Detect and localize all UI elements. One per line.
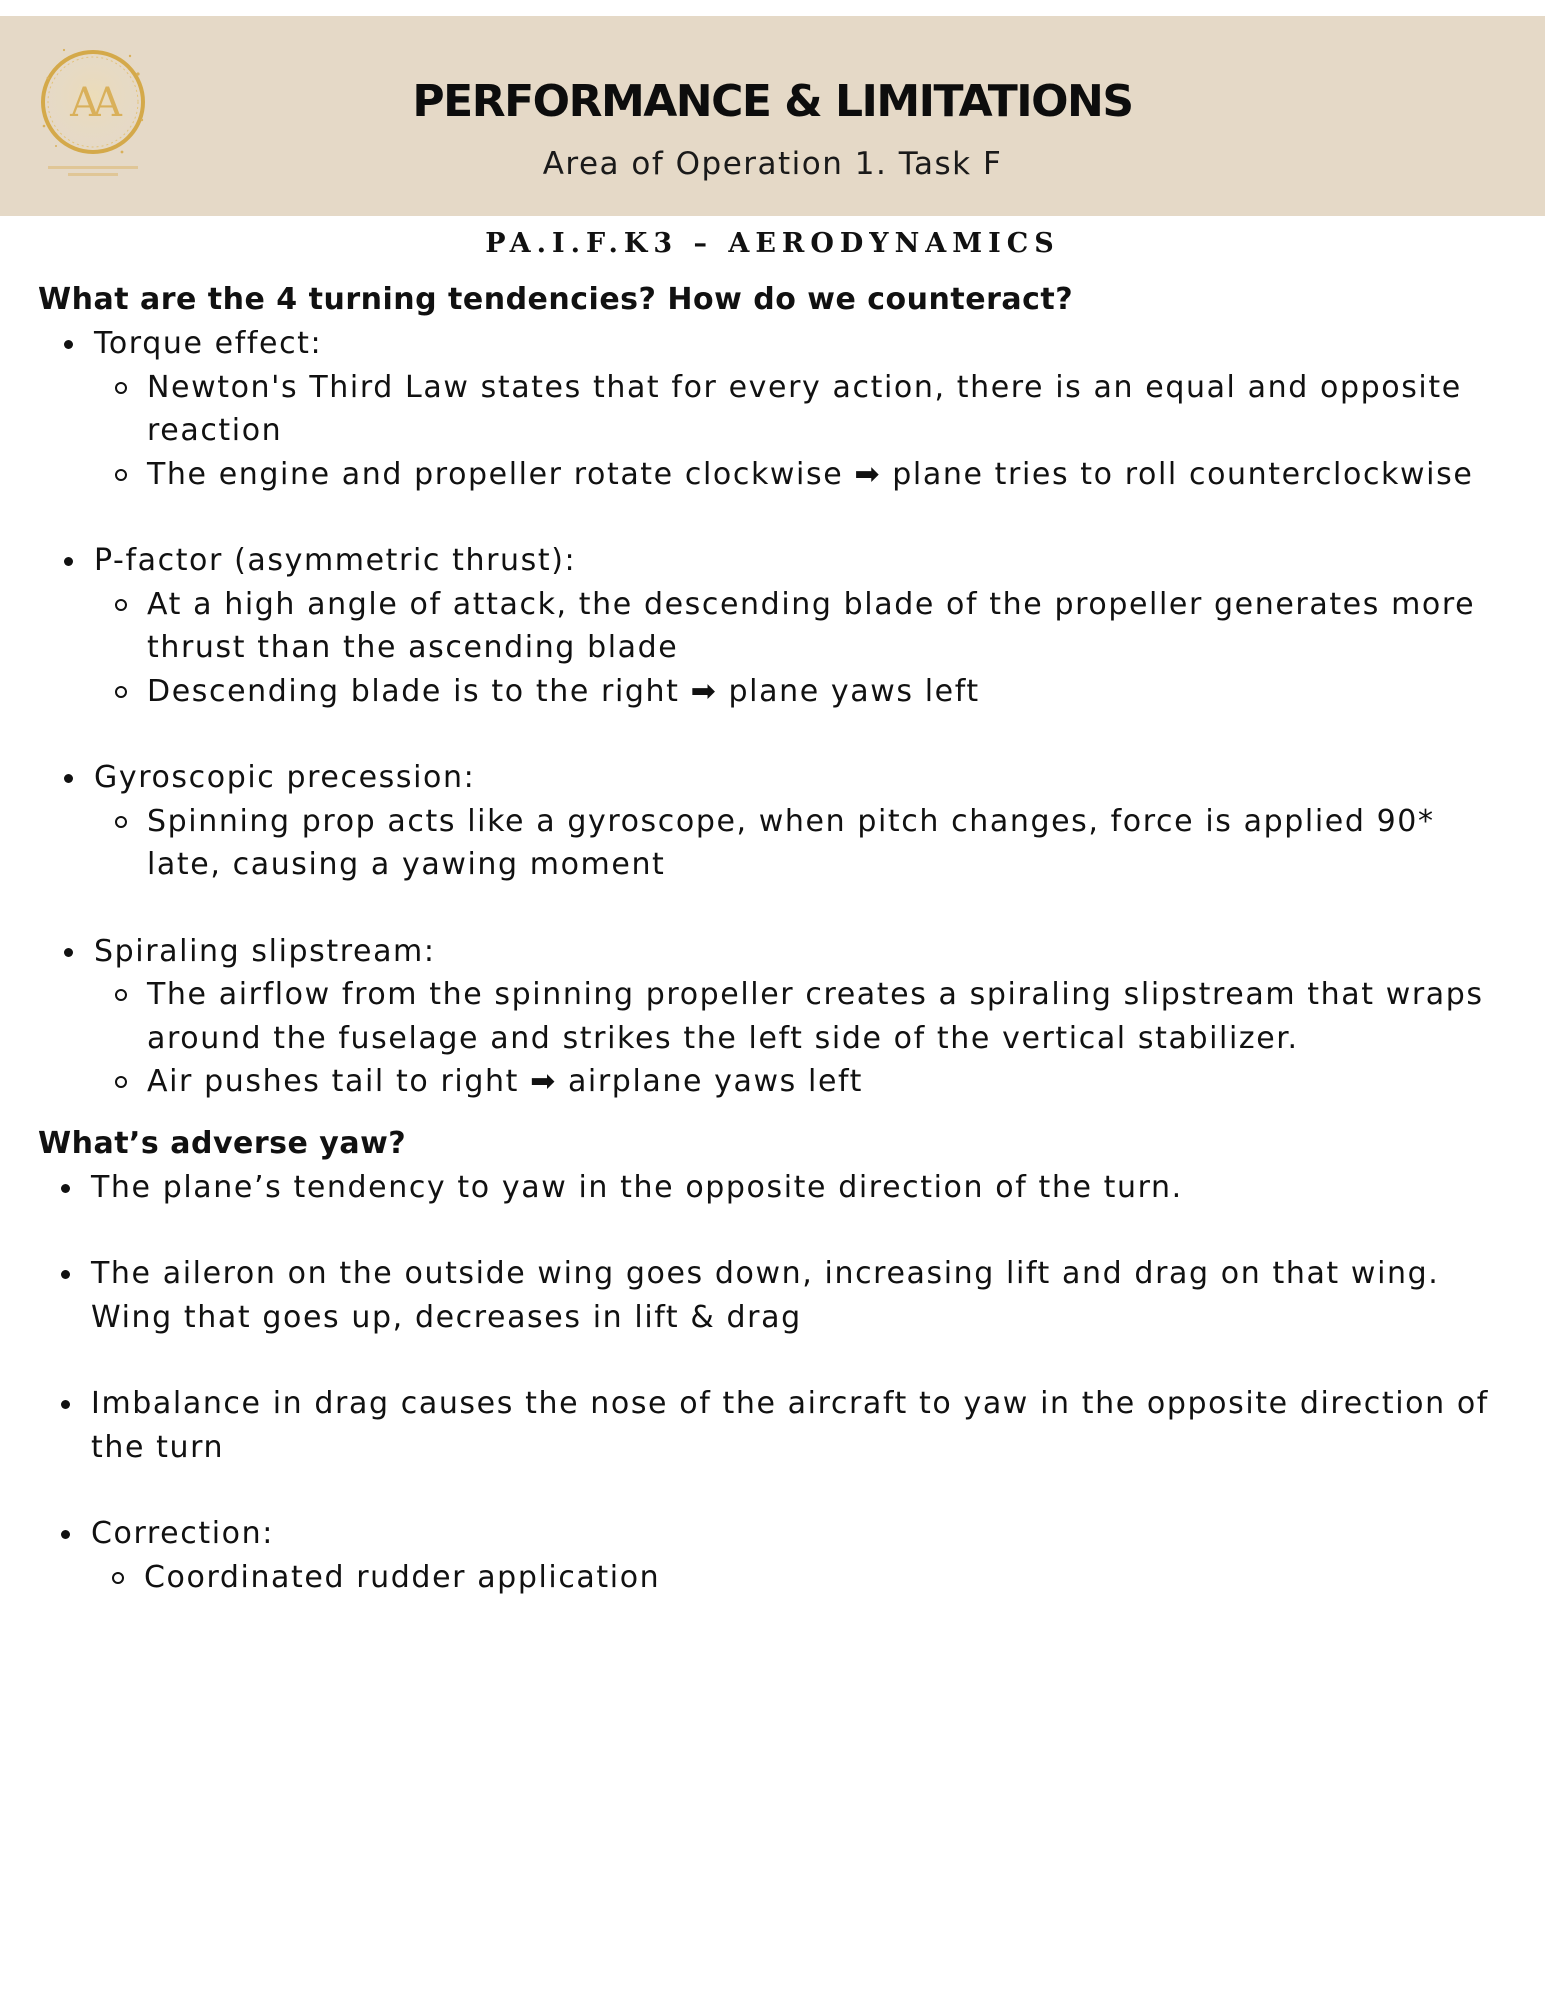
item-label: Torque effect: [94,326,323,361]
list-item: Imbalance in drag causes the nose of the aircraft to yaw in the opposite direction of the turn [91,1382,1518,1469]
item-label: Correction: [91,1516,274,1551]
content [38,278,1518,1599]
list-item: The aileron on the outside wing goes down, increasing lift and drag on that wing. Wing that goes up, decreases in lift & drag [91,1252,1518,1339]
sub-list [91,1556,1518,1600]
list-item: The plane’s tendency to yaw in the opposite direction of the turn. [91,1166,1518,1210]
sub-list [94,366,1518,497]
page-subtitle: Area of Operation 1. Task F [542,146,1003,182]
list-item [94,539,1518,713]
list-item [94,930,1518,1104]
sub-list [94,973,1518,1104]
item-label: P-factor (asymmetric thrust): [94,543,577,578]
question-adverse-yaw: What’s adverse yaw? [38,1125,407,1161]
sub-item: Newton's Third Law states that for every action, there is an equal and opposite reaction [147,366,1518,453]
section-heading: PA.I.F.K3 – AERODYNAMICS [485,228,1060,259]
item-label: Spiraling slipstream: [94,933,436,969]
page-header [0,16,1545,216]
list-item [94,756,1518,887]
sub-item: The engine and propeller rotate clockwise ➡ plane tries to roll counterclockwise [147,453,1518,497]
sub-item: Spinning prop acts like a gyroscope, when pitch changes, force is applied 90* late, causing a yawing moment [147,800,1518,887]
sub-item: The airflow from the spinning propeller creates a spiraling slipstream that wraps around the fuselage and strikes the left side of the vertical stabilizer. [147,973,1518,1060]
page-title: PERFORMANCE & LIMITATIONS [412,76,1133,127]
sub-item: Air pushes tail to right ➡ airplane yaws left [147,1060,1518,1104]
sub-list [94,800,1518,887]
item-label: Gyroscopic precession: [94,760,476,795]
sub-item: Coordinated rudder application [144,1556,1518,1600]
turning-tendencies-list [38,322,1518,1104]
question-turning-tendencies: What are the 4 turning tendencies? How do we counteract? [38,282,1074,317]
list-item [94,322,1518,496]
sub-list [94,583,1518,714]
sub-item: At a high angle of attack, the descending blade of the propeller generates more thrust than the ascending blade [147,583,1518,670]
sub-item: Descending blade is to the right ➡ plane yaws left [147,670,1518,714]
logo-monogram: AA [70,80,116,126]
list-item [91,1512,1518,1599]
adverse-yaw-list [38,1166,1518,1600]
